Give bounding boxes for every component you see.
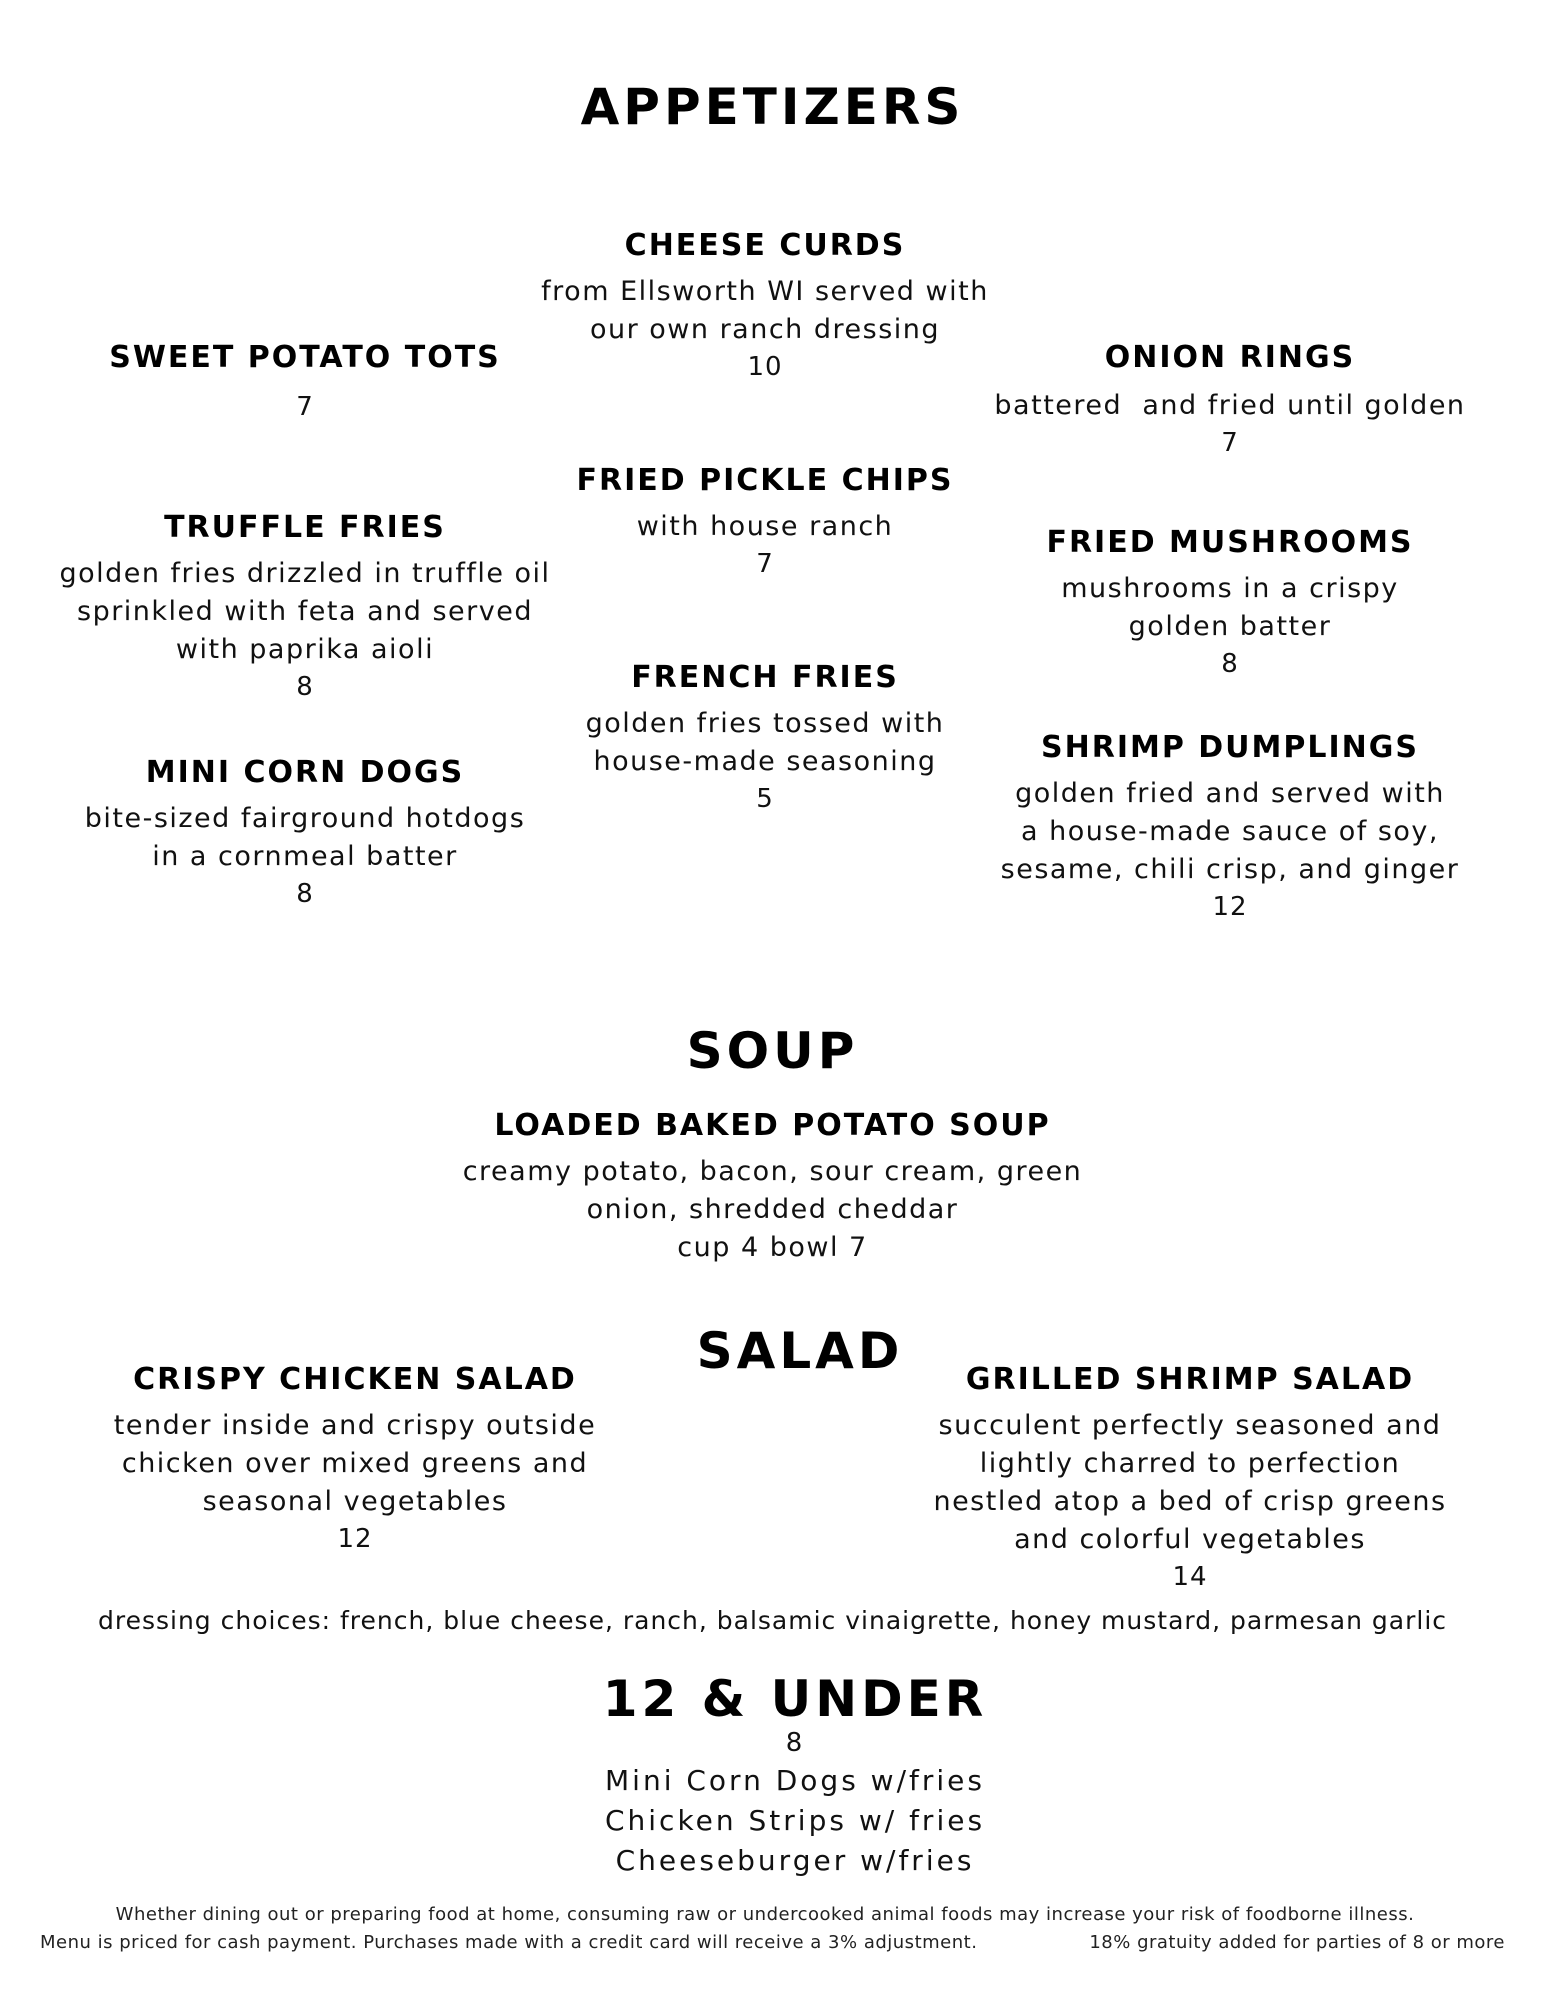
- item-description: [975, 775, 1485, 889]
- kids-item: Chicken Strips w/ fries: [604, 1804, 986, 1837]
- item-title: CRISPY CHICKEN SALAD: [133, 1362, 577, 1397]
- desc-line: creamy potato, bacon, sour cream, green: [462, 1156, 1083, 1187]
- menu-item-loaded-baked-potato-soup: [440, 1108, 1105, 1267]
- item-price: 10: [747, 352, 783, 382]
- item-description: [515, 273, 1015, 349]
- desc-line: lightly charred to perfection: [979, 1448, 1401, 1479]
- desc-line: with house ranch: [636, 511, 894, 542]
- item-description: [910, 1407, 1470, 1559]
- item-description: [40, 555, 570, 669]
- item-title: LOADED BAKED POTATO SOUP: [494, 1108, 1051, 1143]
- desc-line: bite-sized fairground hotdogs: [84, 803, 526, 834]
- desc-line: chicken over mixed greens and: [121, 1448, 589, 1479]
- item-title: FRIED MUSHROOMS: [1046, 525, 1414, 560]
- item-title: MINI CORN DOGS: [145, 755, 465, 790]
- menu-item-shrimp-dumplings: [975, 730, 1485, 925]
- desc-line: golden fries drizzled in truffle oil: [59, 558, 551, 589]
- menu-item-fried-mushrooms: [975, 525, 1485, 682]
- item-price: 14: [1172, 1562, 1208, 1592]
- kids-item: Mini Corn Dogs w/fries: [605, 1764, 985, 1797]
- desc-line: sesame, chili crisp, and ginger: [1000, 854, 1460, 885]
- item-price: 7: [756, 549, 774, 579]
- desc-line: onion, shredded cheddar: [586, 1194, 959, 1225]
- item-description: [50, 800, 560, 876]
- item-price: 5: [756, 784, 774, 814]
- desc-line: sprinkled with feta and served: [77, 596, 533, 627]
- item-title: SWEET POTATO TOTS: [109, 340, 501, 375]
- item-title: SHRIMP DUMPLINGS: [1041, 730, 1419, 765]
- item-price: 7: [1221, 428, 1239, 458]
- item-description: [515, 508, 1015, 546]
- soup-heading: SOUP: [686, 1022, 859, 1080]
- menu-item-sweet-potato-tots: [60, 340, 550, 425]
- menu-item-fried-pickle-chips: [515, 463, 1015, 582]
- item-price: 8: [1221, 649, 1239, 679]
- kids-price: 8: [785, 1728, 805, 1758]
- item-title: FRIED PICKLE CHIPS: [576, 463, 954, 498]
- footer-warning: Whether dining out or preparing food at home, consuming raw or undercooked animal foods may increase your risk of foodborne illness.: [115, 1904, 1415, 1925]
- salad-heading: SALAD: [696, 1322, 904, 1380]
- item-price: 8: [296, 672, 314, 702]
- desc-line: and colorful vegetables: [1014, 1524, 1366, 1555]
- item-title: ONION RINGS: [1104, 340, 1356, 375]
- desc-line: tender inside and crispy outside: [113, 1410, 597, 1441]
- desc-line: seasonal vegetables: [202, 1486, 508, 1517]
- menu-item-cheese-curds: [515, 228, 1015, 385]
- menu-item-crispy-chicken-salad: [80, 1362, 630, 1557]
- desc-line: house-made seasoning: [593, 746, 937, 777]
- desc-line: battered and fried until golden: [994, 390, 1466, 421]
- desc-line: nestled atop a bed of crisp greens: [933, 1486, 1447, 1517]
- dressing-choices: dressing choices: french, blue cheese, ranch, balsamic vinaigrette, honey mustard, parmesan garlic: [97, 1606, 1448, 1635]
- kids-menu: [0, 1725, 1545, 1881]
- item-title: GRILLED SHRIMP SALAD: [965, 1362, 1415, 1397]
- item-price: 12: [1212, 892, 1248, 922]
- menu-item-mini-corn-dogs: [50, 755, 560, 912]
- item-description: [975, 570, 1485, 646]
- menu-item-french-fries: [515, 660, 1015, 817]
- desc-line: golden fried and served with: [1015, 778, 1445, 809]
- item-description: [80, 1407, 630, 1521]
- menu-item-grilled-shrimp-salad: [910, 1362, 1470, 1595]
- desc-line: golden fries tossed with: [585, 708, 945, 739]
- item-title: CHEESE CURDS: [624, 228, 906, 263]
- desc-line: a house-made sauce of soy,: [1021, 816, 1439, 847]
- item-price: cup 4 bowl 7: [677, 1232, 868, 1263]
- desc-line: from Ellsworth WI served with: [541, 276, 989, 307]
- menu-item-truffle-fries: [40, 510, 570, 705]
- desc-line: mushrooms in a crispy: [1061, 573, 1399, 604]
- item-price: 12: [337, 1524, 373, 1554]
- item-title: FRENCH FRIES: [631, 660, 899, 695]
- appetizers-heading: APPETIZERS: [580, 78, 965, 136]
- footer-pricing: Menu is priced for cash payment. Purchases made with a credit card will receive a 3% adjustment.: [40, 1932, 978, 1953]
- desc-line: our own ranch dressing: [589, 314, 941, 345]
- item-price: 8: [296, 879, 314, 909]
- footer-gratuity: 18% gratuity added for parties of 8 or more: [1089, 1932, 1505, 1953]
- desc-line: in a cornmeal batter: [152, 841, 458, 872]
- item-description: [440, 1153, 1105, 1229]
- desc-line: golden batter: [1128, 611, 1332, 642]
- item-description: [515, 705, 1015, 781]
- desc-line: with paprika aioli: [175, 634, 435, 665]
- desc-line: succulent perfectly seasoned and: [938, 1410, 1442, 1441]
- kids-item: Cheeseburger w/fries: [615, 1844, 975, 1877]
- kids-heading: 12 & UNDER: [602, 1670, 988, 1728]
- item-price: 7: [296, 392, 314, 422]
- item-title: TRUFFLE FRIES: [164, 510, 446, 545]
- item-description: [975, 387, 1485, 425]
- menu-item-onion-rings: [975, 340, 1485, 461]
